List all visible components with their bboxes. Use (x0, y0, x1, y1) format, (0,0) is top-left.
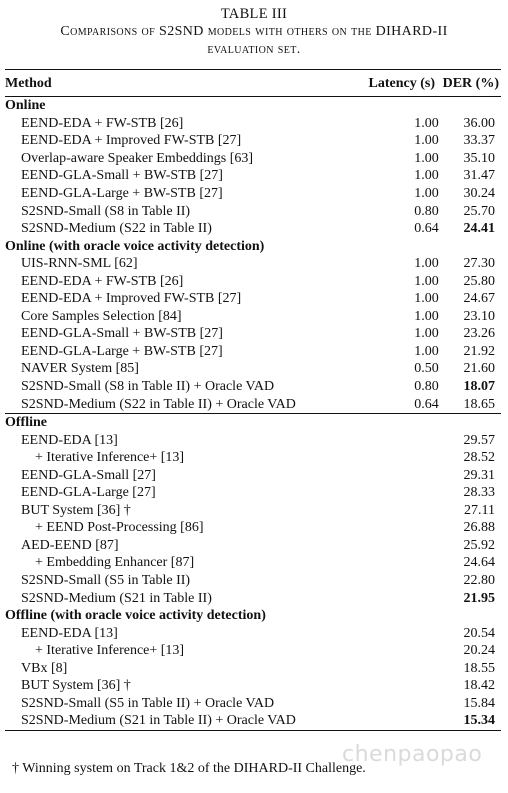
comparison-table (5, 69, 501, 731)
table-row (5, 115, 501, 133)
table-row (5, 378, 501, 396)
latency-cell: 0.64 (414, 396, 439, 412)
der-cell: 18.07 (463, 379, 495, 395)
table-row (5, 395, 501, 413)
table-row (5, 325, 501, 343)
table-row (5, 220, 501, 238)
der-cell: 25.92 (463, 537, 495, 553)
caption-line-1: Comparisons of S2SND models with others on the DIHARD-II (60, 24, 448, 39)
der-cell: 20.54 (463, 625, 495, 641)
der-cell: 29.31 (463, 467, 495, 483)
table-row (5, 290, 501, 308)
der-cell: 21.60 (463, 361, 495, 377)
method-cell: + EEND Post-Processing [86] (35, 520, 204, 536)
der-cell: 35.10 (463, 150, 495, 166)
der-cell: 29.57 (463, 432, 495, 448)
latency-cell: 1.00 (414, 273, 439, 289)
latency-cell: 1.00 (414, 150, 439, 166)
der-cell: 26.88 (463, 520, 495, 536)
method-cell: Overlap-aware Speaker Embeddings [63] (21, 150, 254, 166)
table-row (5, 572, 501, 590)
method-cell: UIS-RNN-SML [62] (21, 256, 138, 272)
method-cell: EEND-EDA [13] (21, 625, 118, 641)
latency-cell: 1.00 (414, 186, 439, 201)
der-cell: 24.67 (463, 291, 495, 307)
der-cell: 23.10 (463, 308, 495, 324)
latency-cell: 0.80 (414, 203, 439, 219)
der-cell: 28.52 (463, 450, 495, 466)
method-cell: EEND-GLA-Small + BW-STB [27] (21, 168, 223, 184)
der-cell: 25.80 (463, 273, 495, 289)
header-row (5, 70, 501, 96)
method-cell: EEND-GLA-Small + BW-STB [27] (21, 326, 223, 342)
watermark: chenpaopao (342, 742, 483, 767)
section-title: Offline (with oracle voice activity detection) (5, 608, 266, 624)
table-row (5, 677, 501, 695)
table-row (5, 202, 501, 220)
der-cell: 25.70 (463, 203, 495, 219)
der-cell: 27.11 (464, 502, 495, 518)
table-row (5, 449, 501, 467)
method-cell: EEND-GLA-Large + BW-STB [27] (21, 343, 223, 359)
der-cell: 18.55 (463, 660, 495, 676)
table-row (5, 624, 501, 642)
table-row (5, 642, 501, 660)
method-cell: AED-EEND [87] (21, 537, 119, 553)
latency-cell: 0.50 (414, 361, 439, 377)
method-cell: S2SND-Medium (S21 in Table II) + Oracle VAD (21, 713, 296, 729)
table-row (5, 343, 501, 361)
latency-cell: 1.00 (414, 343, 439, 359)
section-title: Offline (5, 415, 47, 431)
method-cell: S2SND-Medium (S21 in Table II) (21, 590, 212, 606)
method-cell: NAVER System [85] (21, 361, 139, 377)
table-row (5, 150, 501, 168)
der-cell: 30.24 (463, 186, 495, 201)
der-cell: 24.64 (463, 555, 495, 571)
table-row (5, 132, 501, 150)
method-cell: EEND-GLA-Large [27] (21, 485, 156, 501)
method-cell: + Iterative Inference+ [13] (35, 450, 185, 466)
method-cell: BUT System [36] † (21, 678, 131, 694)
table-row (5, 185, 501, 203)
table-row (5, 360, 501, 378)
der-cell: 18.42 (463, 678, 495, 694)
section-heading (5, 607, 501, 625)
der-cell: 36.00 (463, 115, 495, 131)
latency-cell: 1.00 (414, 308, 439, 324)
latency-cell: 1.00 (414, 115, 439, 131)
section-heading (5, 237, 501, 255)
table-caption (0, 6, 508, 59)
der-cell: 18.65 (463, 396, 495, 412)
der-cell: 31.47 (463, 168, 495, 184)
method-cell: EEND-EDA + Improved FW-STB [27] (21, 291, 242, 307)
latency-cell: 1.00 (414, 256, 439, 272)
latency-cell: 1.00 (414, 291, 439, 307)
method-cell: VBx [8] (21, 660, 68, 676)
der-cell: 15.84 (463, 695, 495, 711)
table-row (5, 695, 501, 713)
method-cell: + Iterative Inference+ [13] (35, 643, 185, 659)
table-row (5, 255, 501, 273)
method-cell: S2SND-Medium (S22 in Table II) + Oracle VAD (21, 396, 296, 412)
method-cell: EEND-EDA + FW-STB [26] (21, 115, 184, 131)
der-cell: 15.34 (463, 713, 495, 729)
method-cell: EEND-EDA [13] (21, 432, 118, 448)
latency-cell: 1.00 (414, 133, 439, 149)
header-der: DER (%) (442, 75, 499, 91)
section-heading (5, 97, 501, 115)
der-cell: 28.33 (463, 485, 495, 501)
method-cell: EEND-EDA + Improved FW-STB [27] (21, 133, 242, 149)
method-cell: S2SND-Small (S5 in Table II) + Oracle VAD (21, 695, 275, 711)
method-cell: S2SND-Small (S8 in Table II) (21, 203, 191, 219)
method-cell: S2SND-Small (S5 in Table II) (21, 573, 191, 589)
table-row (5, 466, 501, 484)
table-row (5, 660, 501, 678)
latency-cell: 1.00 (414, 326, 439, 342)
method-cell: BUT System [36] † (21, 502, 131, 518)
method-cell: EEND-GLA-Large + BW-STB [27] (21, 186, 223, 201)
table-number: TABLE III (220, 6, 288, 22)
latency-cell: 0.80 (414, 379, 439, 395)
table-row (5, 502, 501, 520)
method-cell: S2SND-Medium (S22 in Table II) (21, 221, 212, 237)
table-body (5, 97, 501, 730)
method-cell: EEND-EDA + FW-STB [26] (21, 273, 184, 289)
table-footnote: † Winning system on Track 1&2 of the DIHARD-II Challenge. (12, 761, 366, 776)
table-row (5, 431, 501, 449)
der-cell: 33.37 (463, 133, 495, 149)
latency-cell: 1.00 (414, 168, 439, 184)
der-cell: 24.41 (463, 221, 495, 237)
section-title: Online (5, 98, 46, 114)
table-row (5, 537, 501, 555)
header-method: Method (5, 75, 52, 91)
method-cell: S2SND-Small (S8 in Table II) + Oracle VAD (21, 379, 275, 395)
table-row (5, 519, 501, 537)
latency-cell: 0.64 (414, 221, 439, 237)
der-cell: 27.30 (463, 256, 495, 272)
table-row (5, 167, 501, 185)
caption-line-2: evaluation set. (207, 42, 301, 57)
table-row (5, 712, 501, 730)
table-row (5, 484, 501, 502)
method-cell: Core Samples Selection [84] (21, 308, 182, 324)
method-cell: + Embedding Enhancer [87] (35, 555, 195, 571)
section-title: Online (with oracle voice activity detection) (5, 238, 265, 254)
table-row (5, 272, 501, 290)
method-cell: EEND-GLA-Small [27] (21, 467, 156, 483)
bottom-rule (5, 730, 501, 731)
header-latency: Latency (s) (368, 75, 435, 91)
der-cell: 22.80 (463, 573, 495, 589)
section-heading (5, 414, 501, 432)
der-cell: 21.92 (463, 343, 495, 359)
der-cell: 23.26 (463, 326, 495, 342)
der-cell: 21.95 (463, 590, 495, 606)
der-cell: 20.24 (463, 643, 495, 659)
table-row (5, 589, 501, 607)
table-row (5, 308, 501, 326)
table-row (5, 554, 501, 572)
